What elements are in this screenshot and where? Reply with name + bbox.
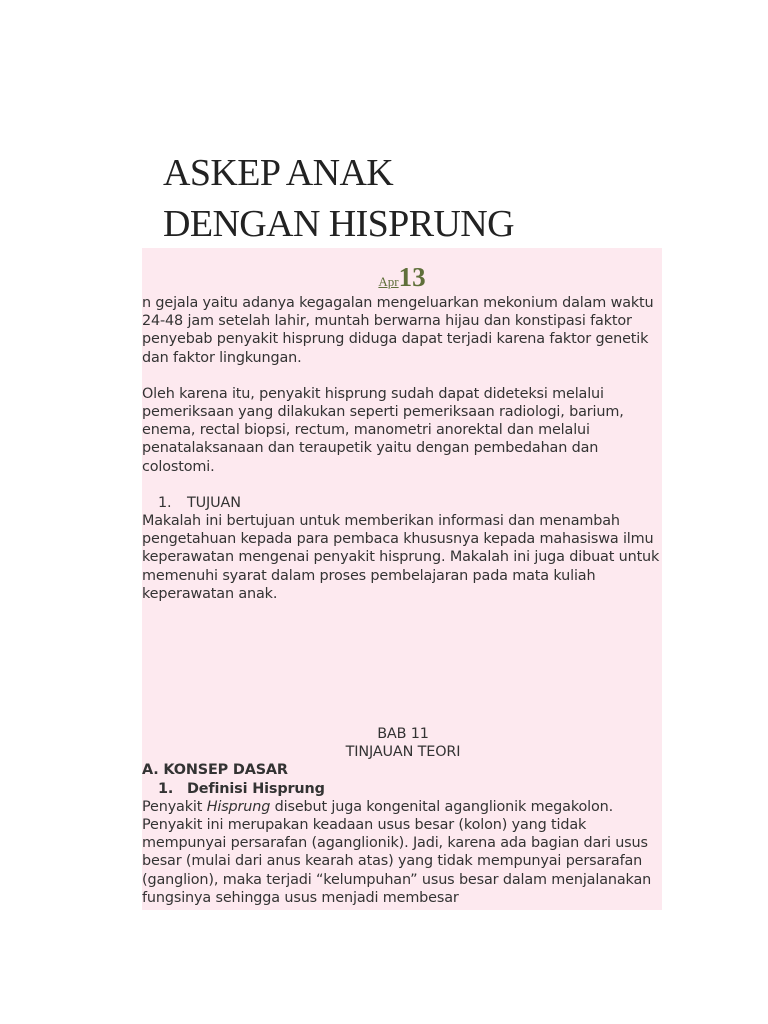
list-label: TUJUAN: [187, 494, 241, 511]
chapter-title: TINJAUAN TEORI: [345, 744, 461, 761]
date-month-link[interactable]: Apr: [378, 274, 399, 289]
section-heading: A. KONSEP DASAR: [142, 762, 288, 779]
paragraph-definisi-rest: disebut juga kongenital aganglionik megakolon. Penyakit ini merupakan keadaan usus besar (kolon) yang tidak mempunyai persarafan (aganglionik). Jadi, karena ada bagian dari usus besar (mulai dari anus kearah atas) yang tidak mempunyai persarafan (ganglion), maka terjadi “kelumpuhan” usus besar dalam menjalanakan fungsinya sehingga usus menjadi membesar: [142, 798, 652, 906]
paragraph-definisi-start: Penyakit: [142, 798, 207, 815]
chapter-heading: BAB 11: [377, 726, 429, 743]
paragraph-gap: [142, 367, 664, 385]
list-number: 1.: [158, 494, 172, 511]
paragraph-definisi: [142, 798, 664, 907]
section-spacer: [142, 603, 664, 725]
list-item-definisi: [142, 780, 664, 798]
title-line-2: DENGAN HISPRUNG: [163, 203, 514, 245]
list-item-tujuan: [142, 494, 664, 512]
list-number: 1.: [158, 780, 174, 797]
list-label: Definisi Hisprung: [187, 780, 325, 797]
paragraph-detection: Oleh karena itu, penyakit hisprung sudah dapat dideteksi melalui pemeriksaan yang dilakukan seperti pemeriksaan radiologi, barium, enema, rectal biopsi, rectum, manometri anorektal dan melalui penatalaksanaan dan teraupetik yaitu dengan pembedahan dan colostomi.: [142, 385, 624, 475]
paragraph-tujuan: Makalah ini bertujuan untuk memberikan informasi dan menambah pengetahuan kepada para pembaca khususnya kepada mahasiswa ilmu keperawatan mengenai penyakit hisprung. Makalah ini juga dibuat untuk memenuhi syarat dalam proses pembelajaran pada mata kuliah keperawatan anak.: [142, 513, 660, 602]
document-body: [142, 294, 664, 907]
paragraph-gap: [142, 476, 664, 494]
document-title: [163, 148, 643, 250]
title-line-1: ASKEP ANAK: [163, 152, 394, 194]
date-day: 13: [398, 262, 426, 292]
paragraph-definisi-italic: Hisprung: [206, 798, 271, 815]
post-date: [142, 262, 662, 293]
paragraph-intro: n gejala yaitu adanya kegagalan mengeluarkan mekonium dalam waktu 24-48 jam setelah lahir, muntah berwarna hijau dan konstipasi faktor penyebab penyakit hisprung diduga dapat terjadi karena faktor genetik dan faktor lingkungan.: [142, 295, 654, 366]
